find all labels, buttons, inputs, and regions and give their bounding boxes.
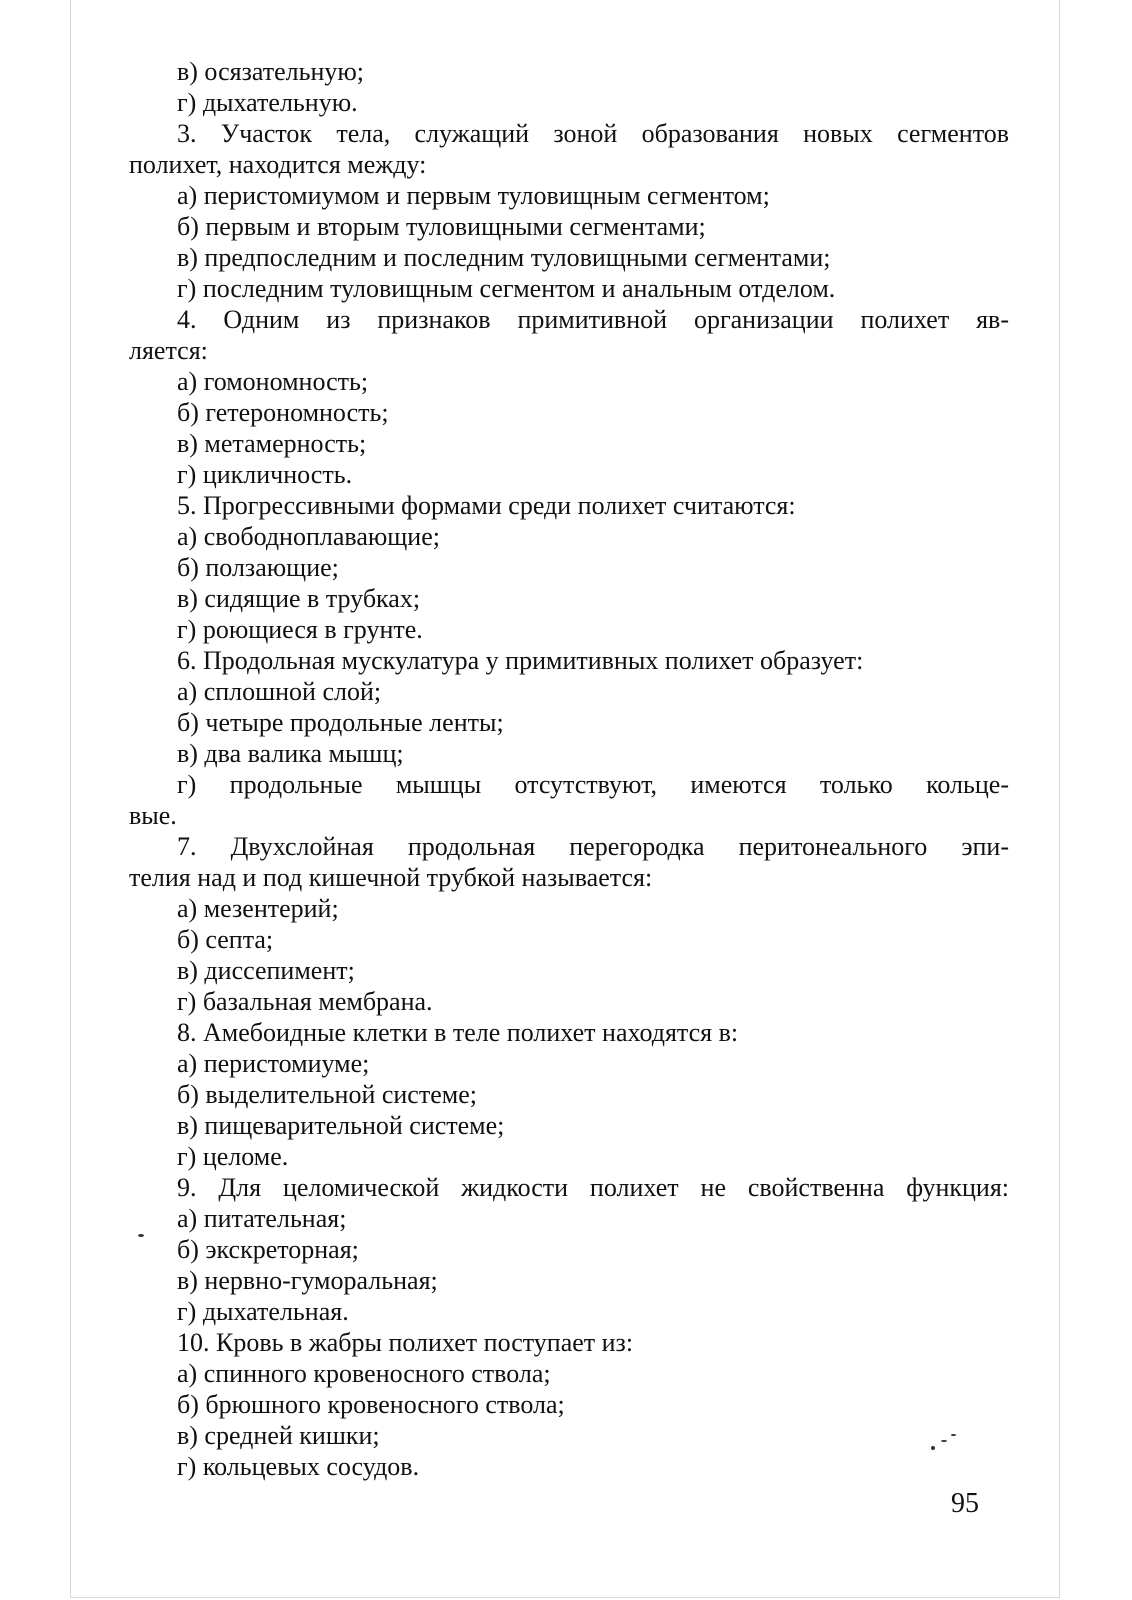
text-line: в) сидящие в трубках; [177,584,421,613]
text-line: г) кольцевых сосудов. [177,1452,420,1481]
text-line: 6. Продольная мускулатура у примитивных полихет образует: [177,646,864,675]
text-line: 4. Одним из признаков примитивной организации полихет яв- [177,305,1009,334]
text-line: а) перистомиуме; [177,1049,370,1078]
text-line: г) целоме. [177,1142,289,1171]
scan-speck [941,1440,947,1442]
scan-speck [931,1446,935,1450]
text-line: г) роющиеся в грунте. [177,615,423,644]
text-line: а) перистомиумом и первым туловищным сегментом; [177,181,770,210]
text-line: в) предпоследним и последним туловищными сегментами; [177,243,831,272]
text-line: в) метамерность; [177,429,367,458]
text-line: б) экскреторная; [177,1235,359,1264]
text-line: г) последним туловищным сегментом и анальным отделом. [177,274,836,303]
text-line: а) гомономность; [177,367,369,396]
text-line: 10. Кровь в жабры полихет поступает из: [177,1328,634,1357]
text-line: полихет, находится между: [129,150,427,179]
text-line: в) осязательную; [177,57,365,86]
scan-speck [138,1234,144,1237]
text-line: а) свободноплавающие; [177,522,440,551]
text-line: ляется: [129,336,208,365]
text-line: 5. Прогрессивными формами среди полихет считаются: [177,491,796,520]
text-line: г) цикличность. [177,460,353,489]
book-page [70,0,1060,1598]
text-line: в) диссепимент; [177,956,355,985]
text-line: 9. Для целомической жидкости полихет не свойственна функция: [177,1173,1009,1202]
text-line: 7. Двухслойная продольная перегородка перитонеального эпи- [177,832,1009,861]
text-line: б) четыре продольные ленты; [177,708,504,737]
text-line: в) нервно-гуморальная; [177,1266,438,1295]
text-line: б) септа; [177,925,274,954]
text-line: г) базальная мембрана. [177,987,433,1016]
text-line: б) первым и вторым туловищными сегментами; [177,212,706,241]
text-line: а) спинного кровеносного ствола; [177,1359,551,1388]
page-number: 95 [951,1488,979,1519]
scan-speck [951,1434,956,1436]
text-line: г) дыхательную. [177,88,358,117]
text-line: г) продольные мышцы отсутствуют, имеются только кольце- [177,770,1009,799]
text-line: б) гетерономность; [177,398,389,427]
text-line: в) пищеварительной системе; [177,1111,505,1140]
text-line: г) дыхательная. [177,1297,349,1326]
text-line: а) сплошной слой; [177,677,382,706]
text-line: б) ползающие; [177,553,339,582]
text-line: в) средней кишки; [177,1421,380,1450]
text-line: 8. Амебоидные клетки в теле полихет находятся в: [177,1018,739,1047]
text-line: 3. Участок тела, служащий зоной образования новых сегментов [177,119,1009,148]
text-line: в) два валика мышц; [177,739,404,768]
text-line: а) мезентерий; [177,894,339,923]
text-line: б) выделительной системе; [177,1080,477,1109]
text-line: а) питательная; [177,1204,347,1233]
text-line: вые. [129,801,177,830]
text-line: б) брюшного кровеносного ствола; [177,1390,565,1419]
page-text [129,56,1009,1482]
text-line: телия над и под кишечной трубкой называется: [129,863,653,892]
